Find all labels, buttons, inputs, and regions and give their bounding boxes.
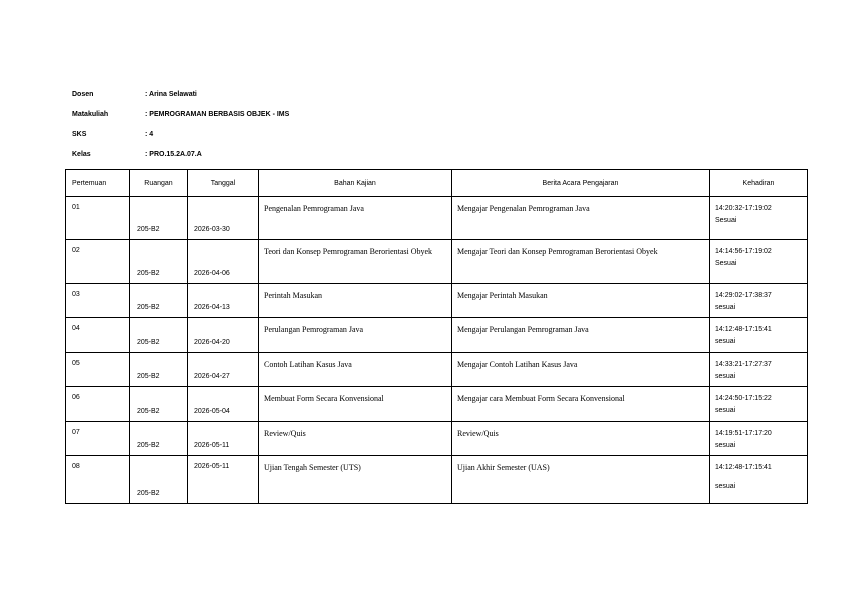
row-room: 205-B2 (130, 240, 188, 284)
row-topic: Contoh Latihan Kasus Java (259, 353, 452, 387)
table-row (66, 387, 808, 422)
row-attendance (710, 284, 808, 318)
row-topic: Pengenalan Pemrograman Java (259, 197, 452, 240)
row-attendance (710, 387, 808, 422)
row-attendance (710, 197, 808, 240)
table-row (66, 353, 808, 387)
row-report: Mengajar Contoh Latihan Kasus Java (452, 353, 710, 387)
attendance-time: 14:12:48-17:15:41 (715, 326, 772, 333)
attendance-status: sesuai (715, 407, 736, 414)
matakuliah-value: : PEMROGRAMAN BERBASIS OBJEK - IMS (145, 111, 290, 118)
row-report: Mengajar cara Membuat Form Secara Konvensional (452, 387, 710, 422)
attendance-time: 14:12:48-17:15:41 (715, 464, 772, 471)
row-attendance (710, 240, 808, 284)
header-kehadiran: Kehadiran (710, 170, 808, 197)
row-room: 205-B2 (130, 318, 188, 353)
row-attendance (710, 353, 808, 387)
row-number: 02 (66, 240, 130, 284)
row-report: Mengajar Perintah Masukan (452, 284, 710, 318)
row-attendance (710, 456, 808, 504)
row-report: Review/Quis (452, 422, 710, 456)
attendance-time: 14:33:21-17:27:37 (715, 361, 772, 368)
table-row (66, 284, 808, 318)
row-room: 205-B2 (130, 456, 188, 504)
header-ruangan: Ruangan (130, 170, 188, 197)
table-row (66, 318, 808, 353)
row-topic: Perulangan Pemrograman Java (259, 318, 452, 353)
attendance-time: 14:20:32-17:19:02 (715, 205, 772, 212)
table-row (66, 197, 808, 240)
row-number: 03 (66, 284, 130, 318)
row-number: 06 (66, 387, 130, 422)
attendance-table (65, 169, 808, 504)
row-room: 205-B2 (130, 197, 188, 240)
attendance-time: 14:29:02-17:38:37 (715, 292, 772, 299)
header-pertemuan: Pertemuan (66, 170, 130, 197)
header-berita-acara: Berita Acara Pengajaran (452, 170, 710, 197)
attendance-status: sesuai (715, 442, 736, 449)
row-date: 2026-04-20 (188, 318, 259, 353)
row-attendance (710, 422, 808, 456)
attendance-time: 14:24:50-17:15:22 (715, 395, 772, 402)
row-report: Ujian Akhir Semester (UAS) (452, 456, 710, 504)
row-report: Mengajar Pengenalan Pemrograman Java (452, 197, 710, 240)
row-date: 2026-05-11 (188, 456, 259, 504)
table-row (66, 422, 808, 456)
row-room: 205-B2 (130, 422, 188, 456)
row-date: 2026-04-06 (188, 240, 259, 284)
table-header-row (66, 170, 808, 197)
table-row (66, 456, 808, 504)
attendance-status: sesuai (715, 483, 736, 490)
attendance-time: 14:19:51-17:17:20 (715, 430, 772, 437)
kelas-value: : PRO.15.2A.07.A (145, 151, 202, 158)
row-report: Mengajar Perulangan Pemrograman Java (452, 318, 710, 353)
sks-value: : 4 (145, 131, 154, 138)
dosen-label: Dosen (72, 91, 94, 98)
row-number: 05 (66, 353, 130, 387)
attendance-status: sesuai (715, 304, 736, 311)
row-room: 205-B2 (130, 284, 188, 318)
row-attendance (710, 318, 808, 353)
row-date: 2026-03-30 (188, 197, 259, 240)
header-bahan-kajian: Bahan Kajian (259, 170, 452, 197)
row-number: 08 (66, 456, 130, 504)
row-topic: Teori dan Konsep Pemrograman Berorientasi Obyek (259, 240, 452, 284)
row-topic: Review/Quis (259, 422, 452, 456)
row-date: 2026-04-27 (188, 353, 259, 387)
kelas-label: Kelas (72, 151, 91, 158)
row-date: 2026-05-04 (188, 387, 259, 422)
row-number: 07 (66, 422, 130, 456)
row-number: 04 (66, 318, 130, 353)
attendance-status: Sesuai (715, 260, 737, 267)
header-tanggal: Tanggal (188, 170, 259, 197)
row-topic: Perintah Masukan (259, 284, 452, 318)
row-topic: Membuat Form Secara Konvensional (259, 387, 452, 422)
row-date: 2026-04-13 (188, 284, 259, 318)
attendance-status: sesuai (715, 373, 736, 380)
attendance-time: 14:14:56-17:19:02 (715, 248, 772, 255)
attendance-status: Sesuai (715, 217, 737, 224)
row-room: 205-B2 (130, 353, 188, 387)
sks-label: SKS (72, 131, 87, 138)
row-date: 2026-05-11 (188, 422, 259, 456)
attendance-status: sesuai (715, 338, 736, 345)
matakuliah-label: Matakuliah (72, 111, 109, 118)
row-number: 01 (66, 197, 130, 240)
row-report: Mengajar Teori dan Konsep Pemrograman Berorientasi Obyek (452, 240, 710, 284)
dosen-value: : Arina Selawati (145, 91, 197, 98)
row-room: 205-B2 (130, 387, 188, 422)
table-row (66, 240, 808, 284)
row-topic: Ujian Tengah Semester (UTS) (259, 456, 452, 504)
